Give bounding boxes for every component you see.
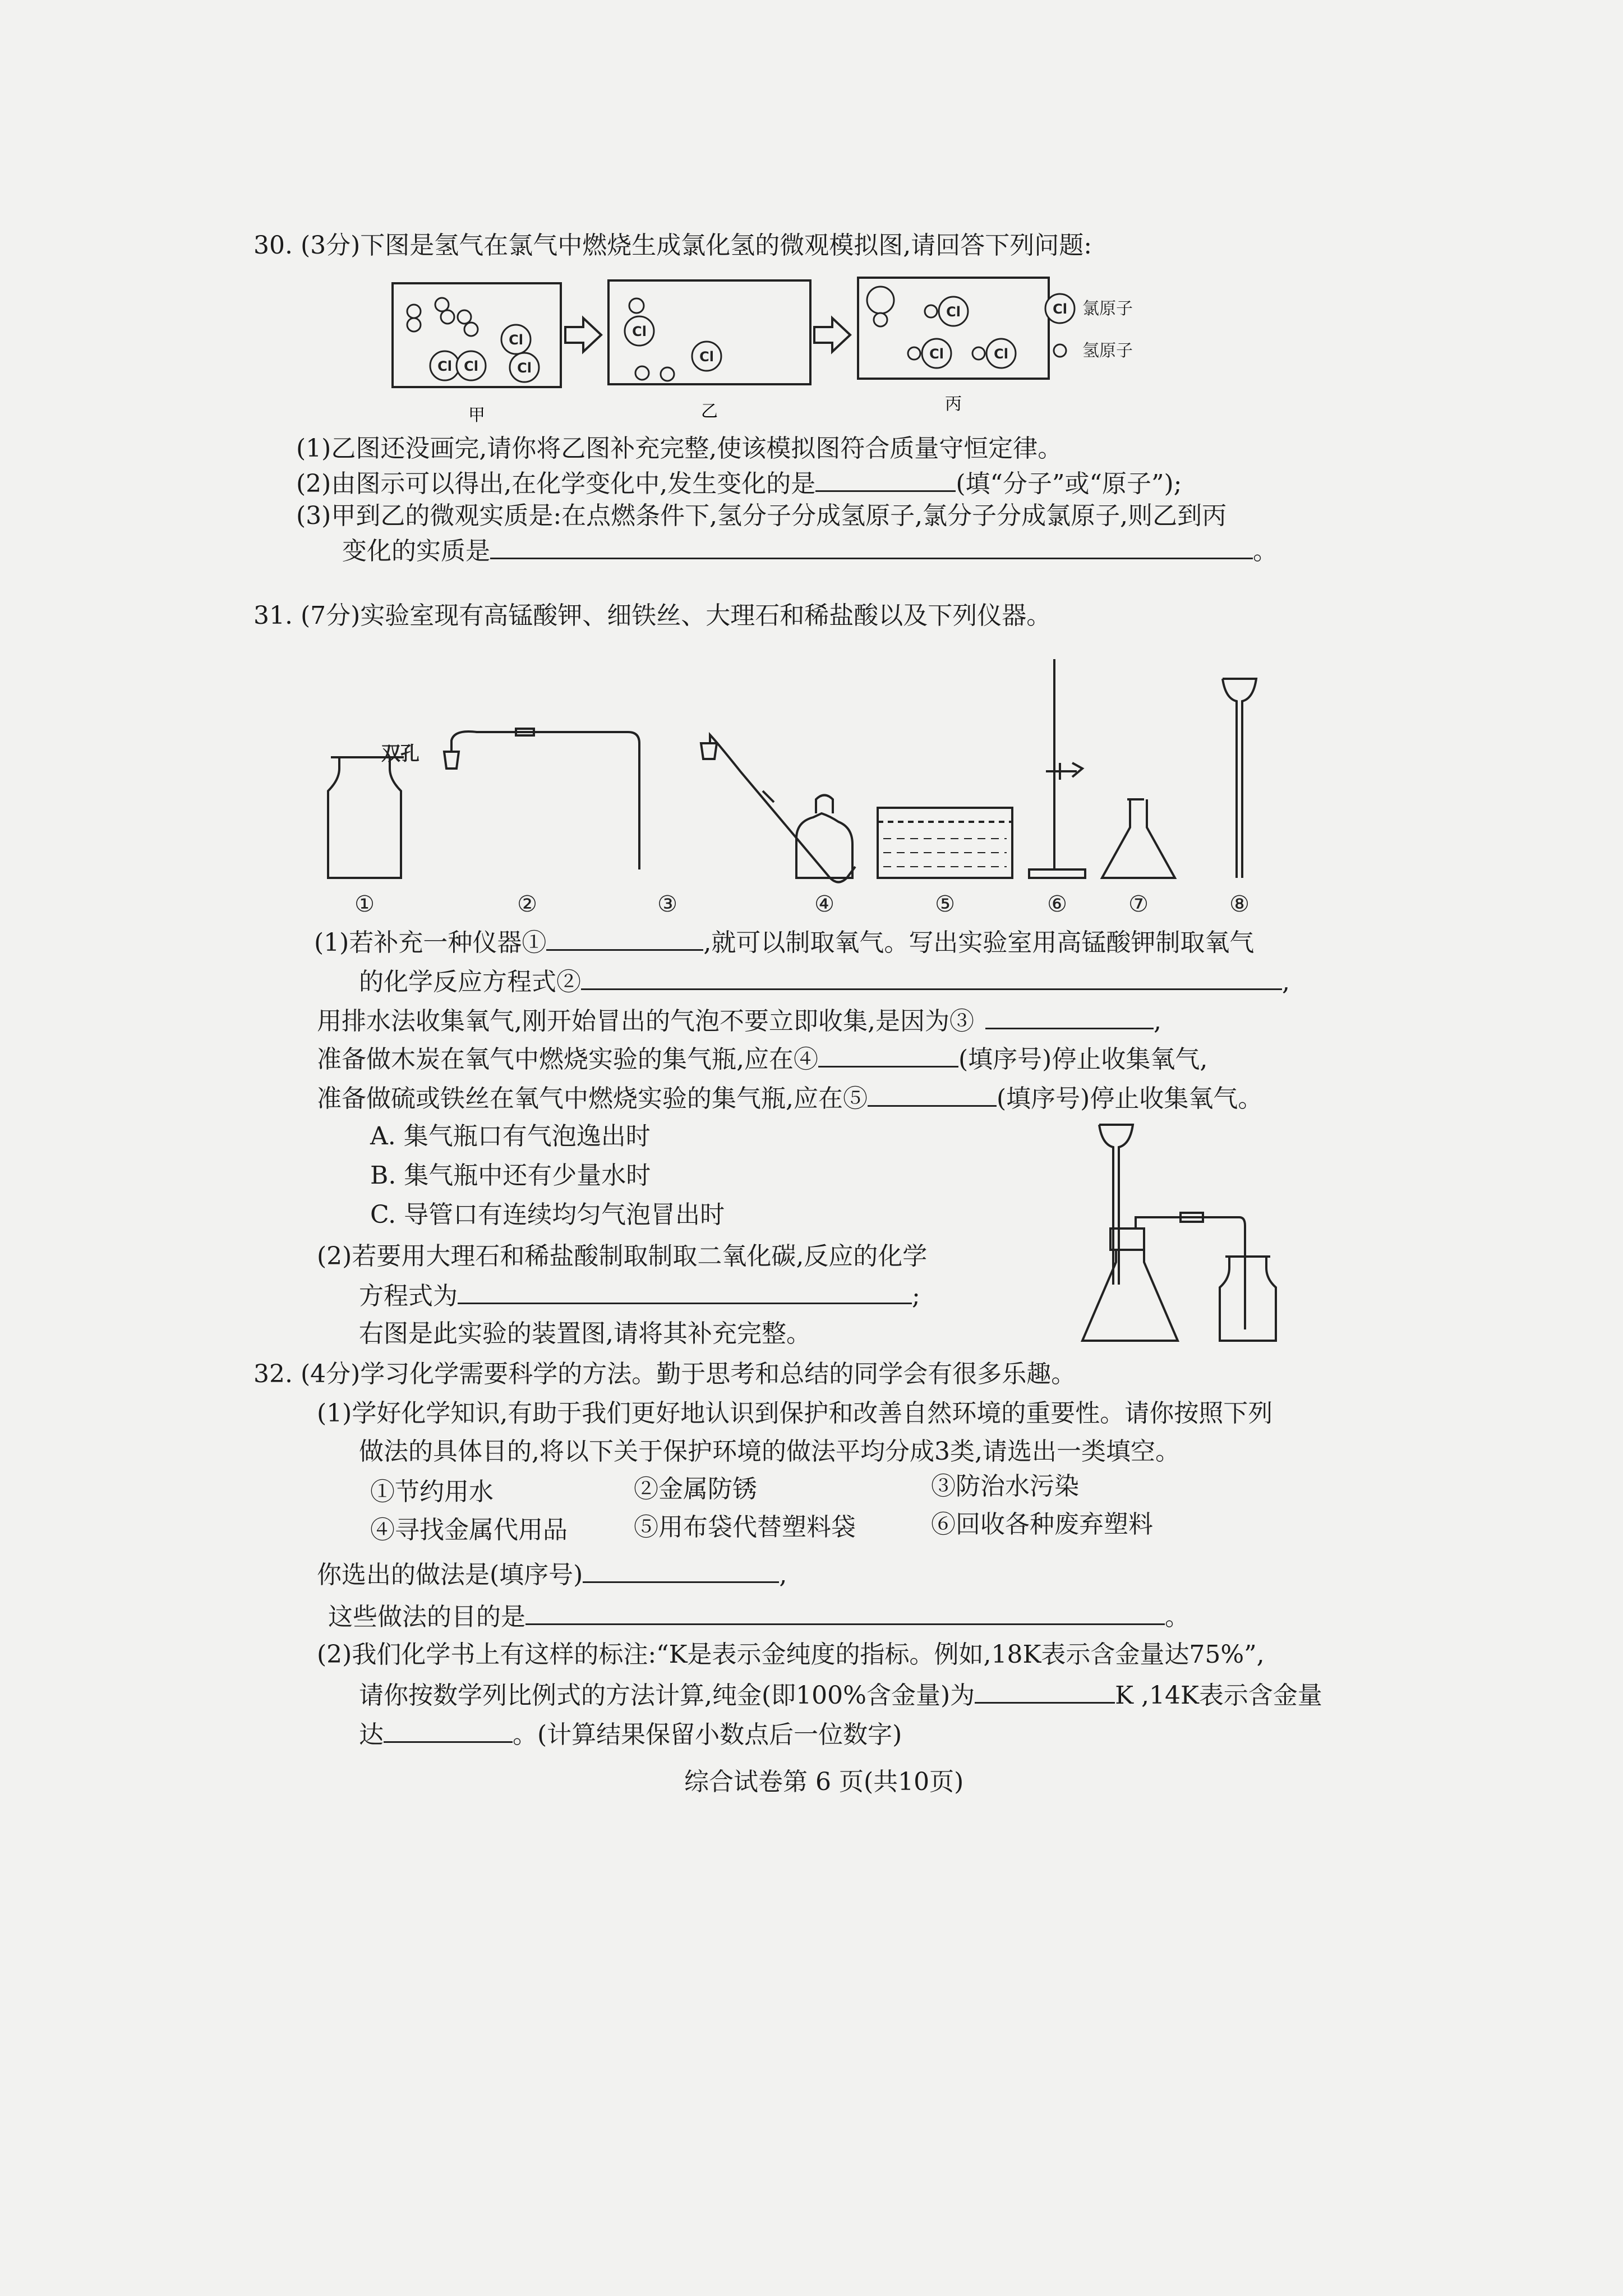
stopper-with-tube bbox=[444, 729, 639, 869]
legend-h-icon bbox=[1054, 344, 1066, 357]
period: 。 bbox=[1165, 1603, 1189, 1631]
rubber-stopper bbox=[1110, 1228, 1144, 1250]
cl-atom-label: Cl bbox=[517, 360, 532, 376]
q30-p2-hint: (填“分子”或“原子”); bbox=[956, 470, 1182, 498]
q30-p2-text: (2)由图示可以得出,在化学变化中,发生变化的是 bbox=[296, 470, 816, 498]
semicolon: ; bbox=[912, 1282, 920, 1310]
conical-flask bbox=[1102, 799, 1175, 878]
q32-p2c bbox=[359, 1717, 902, 1752]
comma: , bbox=[1282, 968, 1290, 996]
conical-flask bbox=[1082, 1250, 1178, 1341]
q31-p2b-text: 方程式为 bbox=[359, 1282, 458, 1310]
cl-atom-label: Cl bbox=[464, 358, 478, 374]
panel-label-yi: 乙 bbox=[701, 402, 718, 421]
q32-p1a: (1)学好化学知识,有助于我们更好地认识到保护和改善自然环境的重要性。请你按照下列 bbox=[317, 1399, 1273, 1428]
q31-p1e-text: 准备做硫或铁丝在氧气中燃烧实验的集气瓶,应在⑤ bbox=[317, 1084, 868, 1113]
q30-p3b-text: 变化的实质是 bbox=[342, 537, 490, 565]
comma: , bbox=[1153, 1007, 1161, 1036]
q32-stem: 32. (4分)学习化学需要科学的方法。勤于思考和总结的同学会有很多乐趣。 bbox=[253, 1360, 1076, 1388]
answer-blank[interactable] bbox=[581, 964, 1282, 990]
answer-blank[interactable] bbox=[583, 1557, 779, 1583]
q32-p2c-text: 达 bbox=[359, 1720, 384, 1749]
q31-p1a bbox=[314, 924, 1254, 960]
q31-option-a: A. 集气瓶口有气泡逸出时 bbox=[370, 1122, 651, 1151]
apparatus-number: ① bbox=[354, 891, 375, 917]
q31-p1b bbox=[359, 964, 1290, 999]
q30-p3b bbox=[342, 533, 1278, 568]
cl-atom-label: Cl bbox=[946, 304, 961, 320]
q32-item-2: ②金属防锈 bbox=[634, 1475, 757, 1503]
q31-p1e bbox=[317, 1080, 1262, 1116]
q30-p3: (3)甲到乙的微观实质是:在点燃条件下,氢分子分成氢原子,氯分子分成氯原子,则乙到丙 bbox=[296, 501, 1227, 530]
q31-stem: 31. (7分)实验室现有高锰酸钾、细铁丝、大理石和稀盐酸以及下列仪器。 bbox=[253, 601, 1052, 630]
q32-p2b bbox=[359, 1677, 1322, 1713]
apparatus-number: ⑧ bbox=[1229, 891, 1249, 917]
gas-bottle bbox=[328, 757, 404, 878]
legend-h-label: 氢原子 bbox=[1082, 341, 1133, 361]
answer-blank[interactable] bbox=[815, 466, 956, 492]
q31-p2a: (2)若要用大理石和稀盐酸制取制取二氧化碳,反应的化学 bbox=[317, 1242, 928, 1271]
h2-molecule bbox=[407, 298, 478, 336]
legend-cl-label: 氯原子 bbox=[1082, 299, 1133, 319]
apparatus-number: ⑥ bbox=[1047, 891, 1067, 917]
q32-item-4: ④寻找金属代用品 bbox=[370, 1516, 568, 1544]
q31-option-b: B. 集气瓶中还有少量水时 bbox=[370, 1161, 651, 1190]
q31-apparatus-diagram bbox=[314, 631, 1335, 917]
q32-answer-2 bbox=[328, 1599, 1189, 1634]
q30-p2 bbox=[296, 466, 1182, 501]
q32-item-1: ①节约用水 bbox=[370, 1478, 494, 1506]
cl-atom-label: Cl bbox=[699, 349, 714, 365]
q31-p2c: 右图是此实验的装置图,请将其补充完整。 bbox=[359, 1319, 811, 1348]
answer-blank[interactable] bbox=[985, 1003, 1154, 1029]
cl-atom-label: Cl bbox=[437, 358, 452, 374]
apparatus-number: ⑤ bbox=[935, 891, 955, 917]
q31-p1b-text: 的化学反应方程式② bbox=[359, 968, 581, 996]
q31-p1c bbox=[317, 1003, 1161, 1038]
q31-p1d-after: (填序号)停止收集氧气, bbox=[958, 1045, 1208, 1074]
q30-stem: 30. (3分)下图是氢气在氯气中燃烧生成氯化氢的微观模拟图,请回答下列问题: bbox=[253, 231, 1092, 260]
co2-apparatus-diagram bbox=[1077, 1116, 1324, 1352]
q32-p2b-after: K ,14K表示含金量 bbox=[1115, 1681, 1322, 1710]
apparatus-number: ② bbox=[517, 891, 537, 917]
q31-p1d bbox=[317, 1041, 1207, 1076]
q31-p1e-after: (填序号)停止收集氧气。 bbox=[996, 1084, 1263, 1113]
cl-atom-label: Cl bbox=[994, 346, 1008, 362]
alcohol-lamp bbox=[796, 795, 852, 878]
q31-p1d-text: 准备做木炭在氧气中燃烧实验的集气瓶,应在④ bbox=[317, 1045, 818, 1074]
apparatus-number: ③ bbox=[657, 891, 677, 917]
answer-blank[interactable] bbox=[975, 1677, 1115, 1704]
water-trough bbox=[878, 808, 1012, 878]
q31-p1a-text: (1)若补充一种仪器① bbox=[314, 928, 547, 957]
q32-p2c-after: 。(计算结果保留小数点后一位数字) bbox=[513, 1720, 902, 1749]
q31-p2b bbox=[359, 1278, 920, 1313]
q32-answer-1 bbox=[317, 1557, 787, 1592]
long-neck-funnel bbox=[1223, 679, 1256, 878]
answer-blank[interactable] bbox=[458, 1278, 912, 1304]
apparatus-number: ④ bbox=[814, 891, 834, 917]
apparatus-number: ⑦ bbox=[1128, 891, 1149, 917]
q32-p2a: (2)我们化学书上有这样的标注:“K是表示金纯度的指标。例如,18K表示含金量达75%”, bbox=[317, 1640, 1265, 1669]
arrow-icon bbox=[565, 318, 601, 352]
cl-atom-label: Cl bbox=[1053, 301, 1067, 317]
answer-blank[interactable] bbox=[384, 1717, 513, 1743]
q30-molecule-diagram bbox=[387, 266, 1206, 435]
q32-item-3: ③防治水污染 bbox=[931, 1472, 1079, 1501]
panel-label-jia: 甲 bbox=[468, 406, 485, 425]
q31-option-c: C. 导管口有连续均匀气泡冒出时 bbox=[370, 1200, 725, 1229]
iron-stand bbox=[1029, 659, 1085, 878]
answer-blank[interactable] bbox=[546, 924, 703, 951]
answer-blank[interactable] bbox=[868, 1080, 997, 1107]
answer-blank[interactable] bbox=[818, 1041, 958, 1068]
page-footer: 综合试卷第 6 页(共10页) bbox=[684, 1768, 964, 1796]
q32-p2b-text: 请你按数学列比例式的方法计算,纯金(即100%含金量)为 bbox=[359, 1681, 975, 1710]
q32-item-6: ⑥回收各种废弃塑料 bbox=[931, 1510, 1153, 1539]
q32-p1b: 做法的具体目的,将以下关于保护环境的做法平均分成3类,请选出一类填空。 bbox=[359, 1437, 1180, 1466]
gas-bottle bbox=[1220, 1257, 1276, 1341]
stopper-label: 双孔 bbox=[381, 743, 419, 765]
answer-blank[interactable] bbox=[525, 1599, 1165, 1625]
q31-p1c-text: 用排水法收集氧气,刚开始冒出的气泡不要立即收集,是因为③ bbox=[317, 1007, 974, 1036]
q30-p1: (1)乙图还没画完,请你将乙图补充完整,使该模拟图符合质量守恒定律。 bbox=[296, 434, 1063, 463]
comma: , bbox=[779, 1561, 787, 1589]
cl-atom-label: Cl bbox=[929, 346, 944, 362]
period: 。 bbox=[1253, 537, 1278, 565]
cl-atom-label: Cl bbox=[632, 324, 647, 339]
q32-answer-1-text: 你选出的做法是(填序号) bbox=[317, 1561, 583, 1589]
q32-answer-2-text: 这些做法的目的是 bbox=[328, 1603, 525, 1631]
arrow-icon bbox=[814, 318, 850, 352]
q32-item-5: ⑤用布袋代替塑料袋 bbox=[634, 1513, 856, 1542]
answer-blank[interactable] bbox=[490, 533, 1253, 559]
panel-label-bing: 丙 bbox=[945, 394, 962, 414]
cl-atom-label: Cl bbox=[509, 332, 523, 348]
q31-p1a-after: ,就可以制取氧气。写出实验室用高锰酸钾制取氧气 bbox=[703, 928, 1255, 957]
